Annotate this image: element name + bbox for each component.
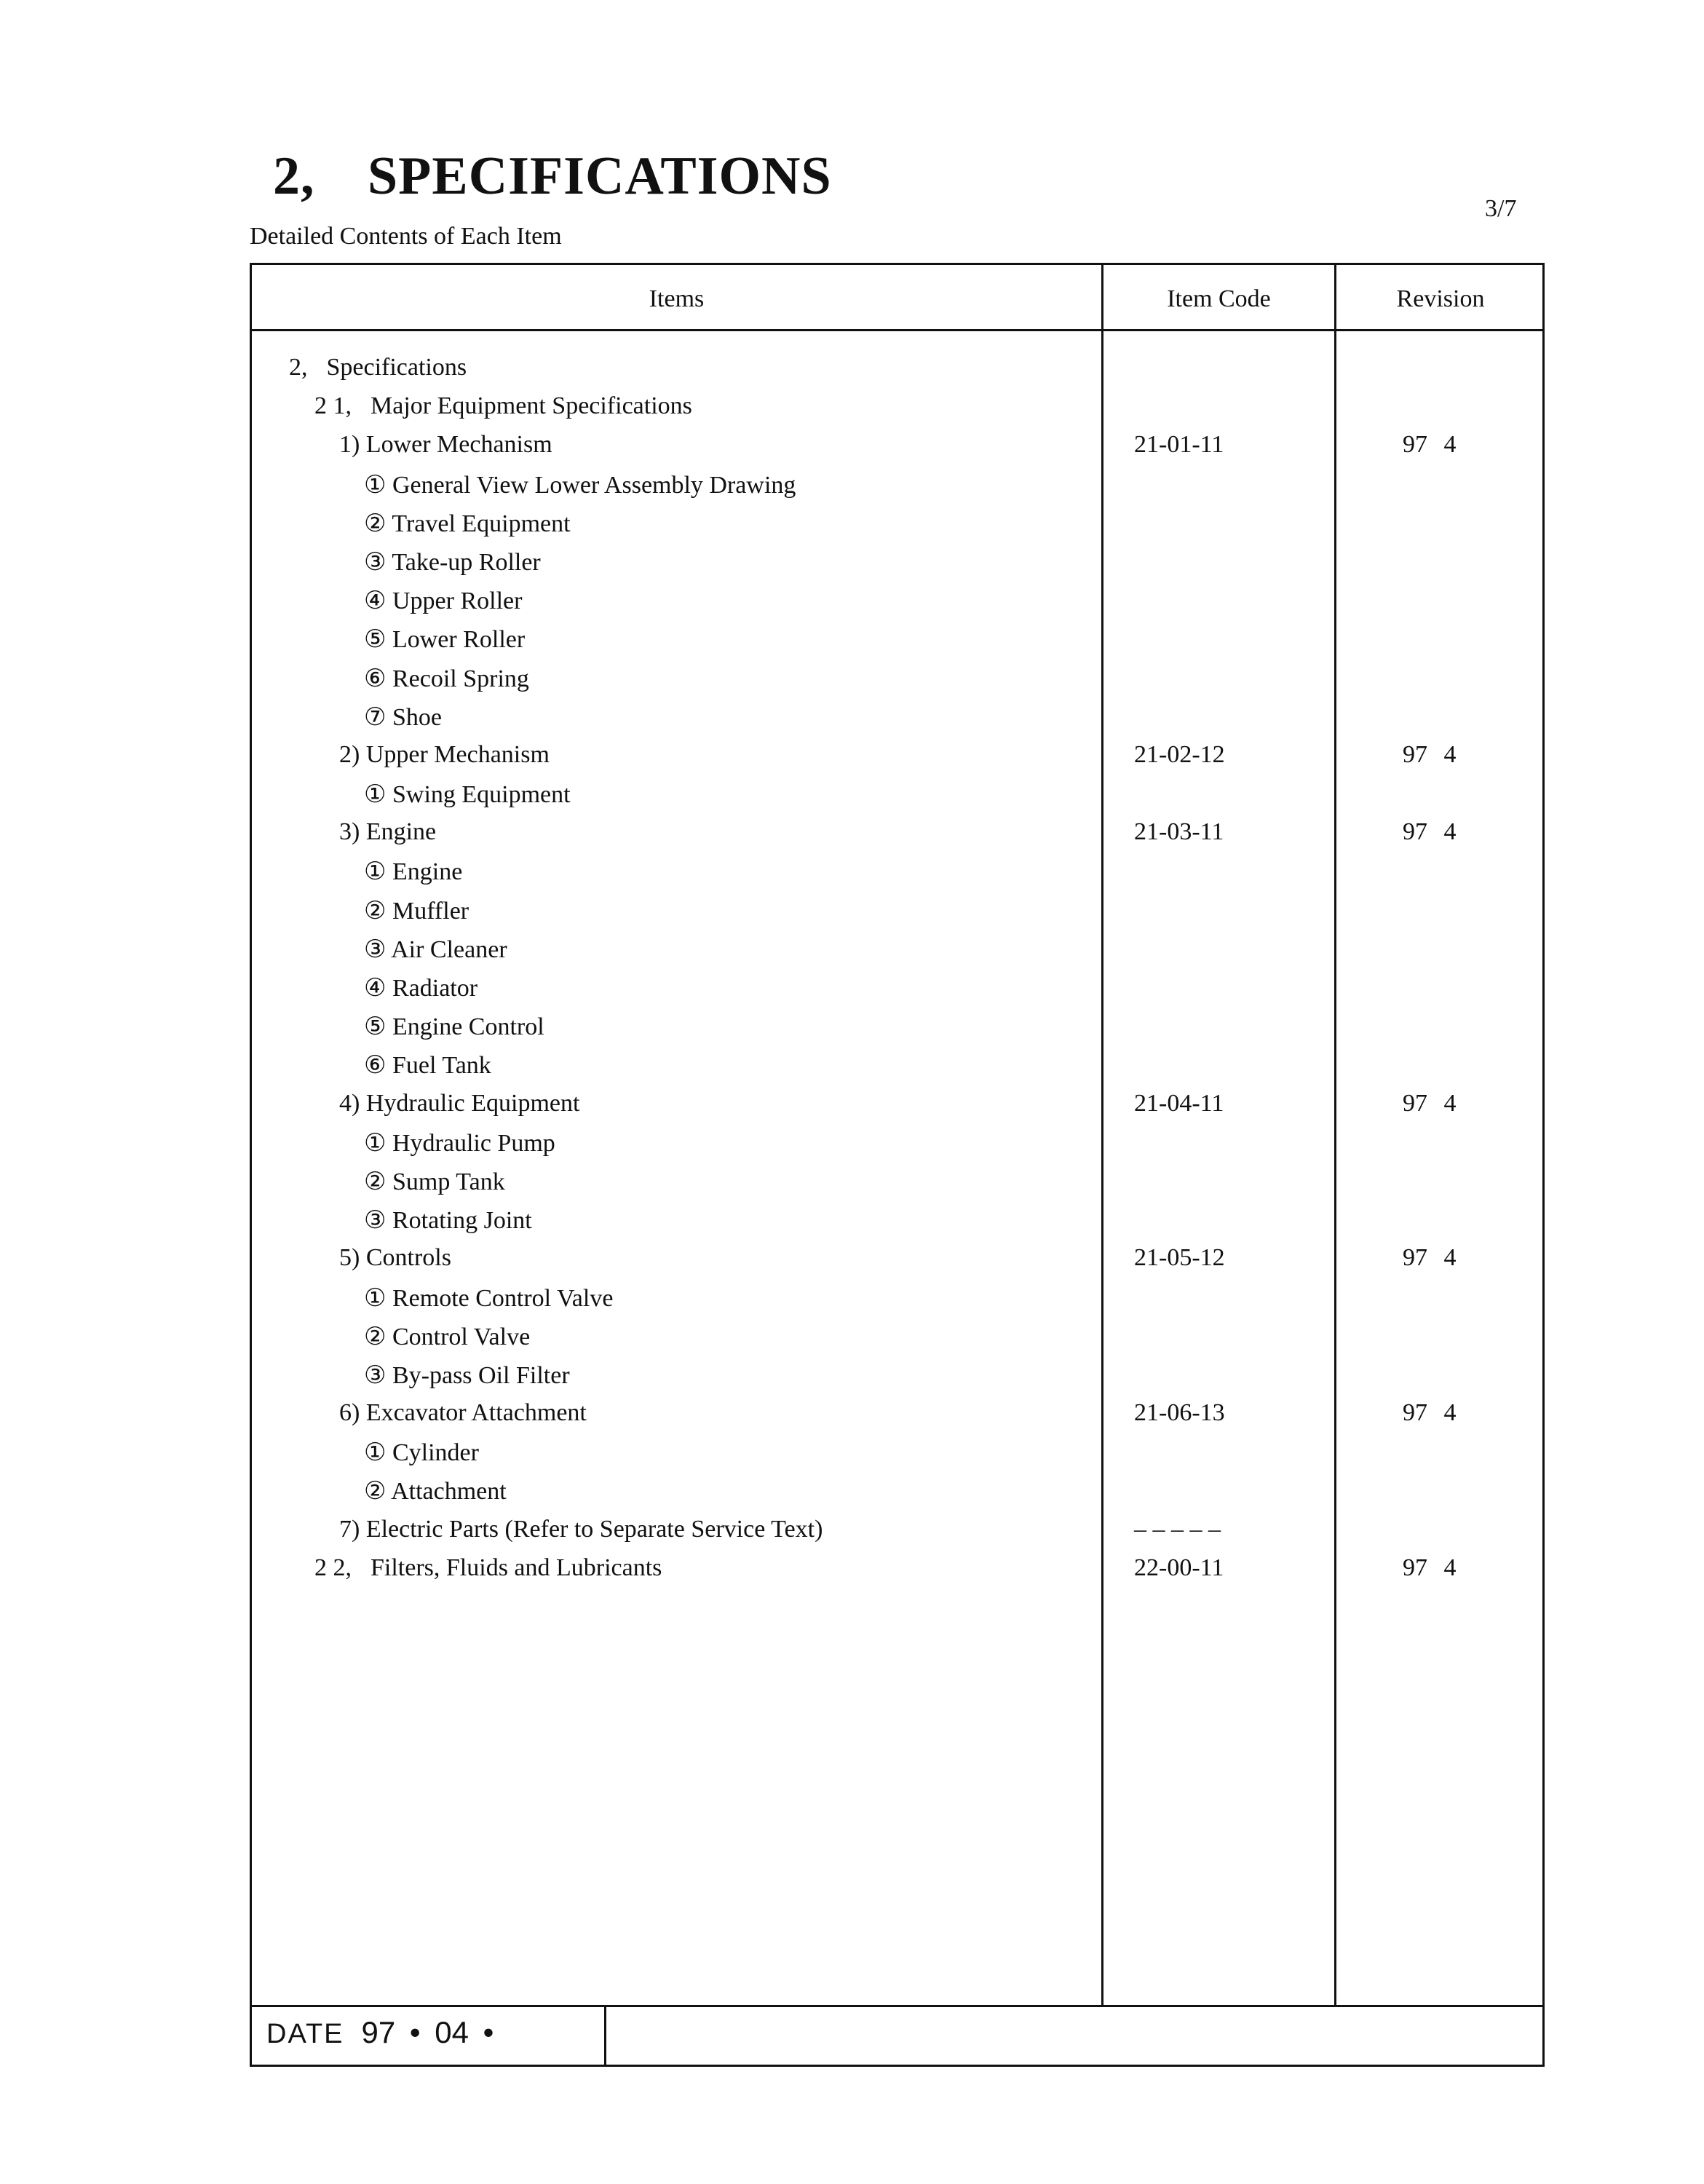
row-item [364, 703, 442, 732]
row-label: ④ Radiator [364, 975, 478, 1002]
row-label: 2) Upper Mechanism [339, 740, 550, 768]
row-label: ⑥ Fuel Tank [364, 1052, 491, 1080]
row-item [314, 1554, 662, 1582]
table-row [0, 741, 1704, 780]
row-item [339, 1399, 587, 1427]
row-label: ③ By-pass Oil Filter [364, 1361, 570, 1389]
table-row [0, 1051, 1704, 1089]
footer-divider [250, 2005, 1545, 2007]
table-row [0, 509, 1704, 547]
row-revision: 97 4 [1403, 1244, 1457, 1272]
row-item [289, 354, 467, 381]
row-label: Filters, Fluids and Lubricants [370, 1554, 662, 1581]
title-text: SPECIFICATIONS [368, 146, 832, 206]
row-item [364, 470, 796, 499]
row-number: 2 1, [314, 392, 352, 420]
table-row [0, 1361, 1704, 1399]
row-code: 21-03-11 [1134, 818, 1224, 846]
table-row [0, 1128, 1704, 1167]
row-label: ① Hydraulic Pump [364, 1129, 555, 1157]
date-value: 97 • 04 • [361, 2015, 494, 2049]
row-label: ② Sump Tank [364, 1168, 505, 1195]
row-item [364, 780, 571, 809]
table-row [0, 780, 1704, 818]
table-row [0, 470, 1704, 509]
row-code: 21-02-12 [1134, 740, 1225, 768]
row-item [339, 431, 552, 459]
row-label: 7) Electric Parts (Refer to Separate Service Text) [339, 1515, 823, 1543]
row-item [364, 625, 525, 654]
row-label: ① Remote Control Valve [364, 1284, 614, 1312]
row-label: ① Swing Equipment [364, 781, 571, 809]
row-item [364, 1438, 479, 1467]
row-item [364, 1476, 507, 1506]
table-row [0, 1554, 1704, 1593]
row-item [364, 896, 469, 925]
row-item [364, 857, 462, 886]
row-label: Major Equipment Specifications [370, 392, 692, 420]
table-row [0, 1516, 1704, 1554]
date-label: DATE [266, 2019, 344, 2049]
row-label: ⑤ Engine Control [364, 1013, 544, 1041]
header-item-code: Item Code [1167, 285, 1271, 312]
row-label: ① Cylinder [364, 1439, 479, 1467]
table-row [0, 1244, 1704, 1283]
row-label: ⑤ Lower Roller [364, 626, 526, 654]
header-items: Items [649, 285, 705, 312]
row-item [364, 1128, 555, 1158]
table-row [0, 586, 1704, 625]
table-row [0, 1206, 1704, 1244]
row-item [364, 1361, 570, 1390]
table-row [0, 625, 1704, 663]
row-label: Specifications [326, 354, 467, 381]
row-label: 3) Engine [339, 818, 437, 846]
row-item [364, 935, 507, 964]
row-label: ① General View Lower Assembly Drawing [364, 471, 796, 499]
row-label: ④ Upper Roller [364, 587, 523, 615]
table-body [0, 354, 1704, 1593]
row-item [339, 1090, 579, 1117]
row-label: ③ Rotating Joint [364, 1207, 532, 1235]
row-code: 21-06-13 [1134, 1399, 1225, 1427]
header-divider [250, 329, 1545, 331]
row-code: 21-05-12 [1134, 1244, 1225, 1272]
table-row [0, 1322, 1704, 1361]
table-row [0, 1012, 1704, 1051]
row-item [364, 1322, 530, 1351]
row-item [364, 1283, 613, 1313]
row-item [314, 392, 692, 420]
row-item [364, 586, 522, 615]
row-item [339, 1516, 823, 1543]
table-row [0, 1167, 1704, 1206]
header-revision: Revision [1396, 285, 1485, 312]
row-item [364, 1206, 532, 1235]
row-code: 21-04-11 [1134, 1089, 1224, 1117]
section-number: 2, [273, 146, 315, 206]
row-label: ⑦ Shoe [364, 703, 442, 731]
page-subtitle: Detailed Contents of Each Item [250, 223, 562, 250]
row-item [364, 1051, 491, 1080]
page-number: 3/7 [1485, 195, 1517, 222]
footer-separator [604, 2005, 606, 2067]
row-label: 5) Controls [339, 1244, 451, 1272]
table-row [0, 896, 1704, 935]
row-item [364, 547, 541, 577]
row-item [364, 509, 571, 538]
table-row [0, 1438, 1704, 1476]
row-revision: 97 4 [1403, 1399, 1457, 1427]
row-item [339, 818, 436, 846]
row-revision: 97 4 [1403, 740, 1457, 768]
table-row [0, 1476, 1704, 1515]
row-label: 4) Hydraulic Equipment [339, 1089, 580, 1117]
table-row [0, 1283, 1704, 1322]
row-revision: 97 4 [1403, 1089, 1457, 1117]
row-label: ③ Air Cleaner [364, 935, 507, 963]
row-revision: 97 4 [1403, 818, 1457, 846]
row-number: 2 2, [314, 1554, 352, 1581]
row-code: 22-00-11 [1134, 1554, 1224, 1581]
table-row [0, 664, 1704, 703]
table-row [0, 857, 1704, 895]
table-row [0, 703, 1704, 741]
row-label: ② Muffler [364, 897, 469, 925]
row-revision: 97 4 [1403, 431, 1457, 459]
table-row [0, 1090, 1704, 1128]
table-row [0, 818, 1704, 857]
row-item [364, 1012, 544, 1041]
table-row [0, 354, 1704, 392]
table-row [0, 1399, 1704, 1438]
date-box [266, 2015, 494, 2050]
table-row [0, 431, 1704, 470]
row-label: 1) Lower Mechanism [339, 431, 552, 459]
row-item [339, 1244, 451, 1272]
table-row [0, 392, 1704, 431]
row-item [364, 1167, 505, 1196]
row-item [364, 973, 477, 1002]
row-label: ② Control Valve [364, 1323, 531, 1350]
row-label: ② Attachment [364, 1478, 507, 1506]
row-item [339, 741, 550, 769]
row-label: ② Travel Equipment [364, 510, 571, 537]
row-revision: 97 4 [1403, 1554, 1457, 1581]
row-item [364, 664, 529, 693]
row-label: ⑥ Recoil Spring [364, 665, 529, 692]
row-code: – – – – – [1134, 1515, 1221, 1543]
page-title [273, 146, 832, 207]
table-row [0, 935, 1704, 973]
row-number: 2, [289, 354, 308, 381]
row-label: ③ Take-up Roller [364, 548, 541, 576]
row-label: 6) Excavator Attachment [339, 1399, 587, 1427]
row-code: 21-01-11 [1134, 431, 1224, 459]
row-label: ① Engine [364, 858, 463, 886]
table-row [0, 547, 1704, 586]
table-row [0, 973, 1704, 1012]
